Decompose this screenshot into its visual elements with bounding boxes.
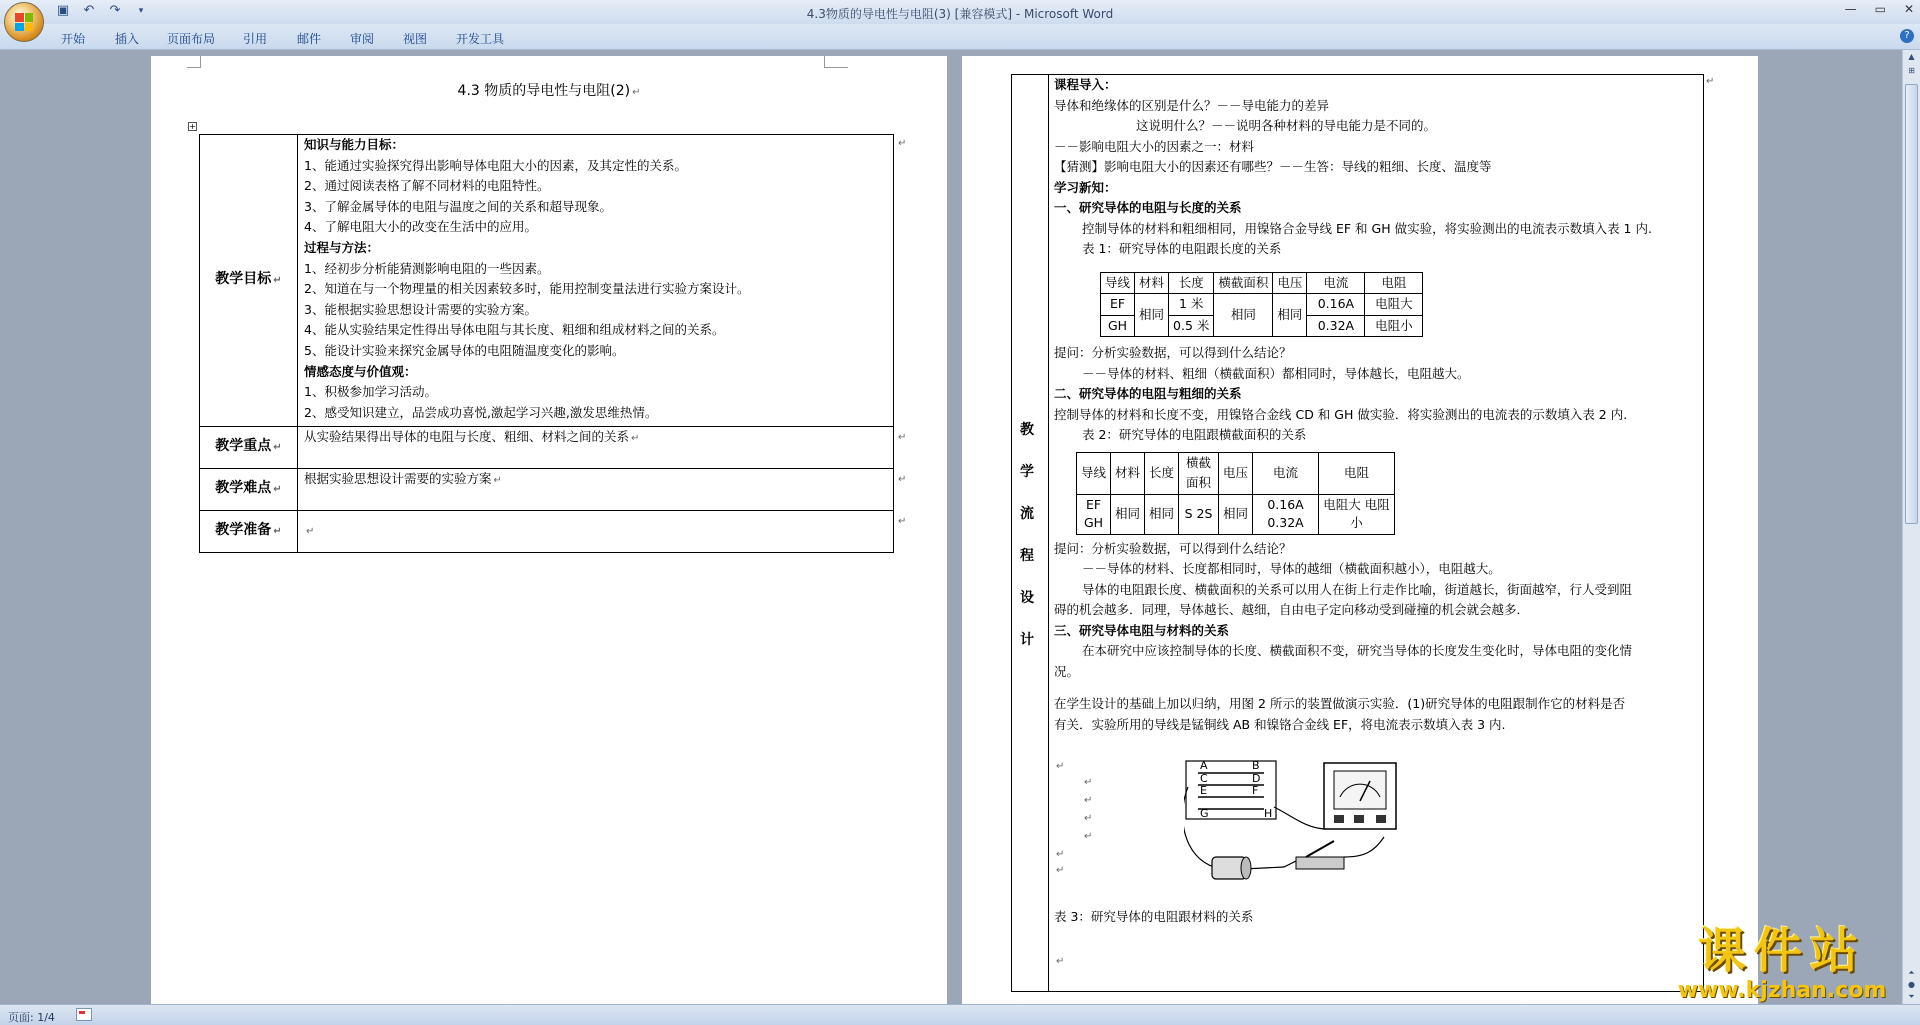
preparation-content[interactable]: ↵ bbox=[298, 511, 894, 553]
key-points-label: 教学重点 ↵ bbox=[200, 427, 298, 469]
tab-developer[interactable]: 开发工具 bbox=[456, 32, 505, 46]
section-1-heading: 一、研究导体的电阻与长度的关系 bbox=[1054, 200, 1242, 215]
previous-page-icon[interactable]: ⏶ bbox=[1908, 968, 1915, 977]
crop-mark bbox=[187, 56, 201, 68]
tab-mailings[interactable]: 邮件 bbox=[297, 32, 322, 46]
table-header-cell: 电压 bbox=[1219, 452, 1253, 494]
table-header-cell: 导线 bbox=[1101, 272, 1135, 294]
table-row bbox=[1101, 294, 1423, 316]
table-cell: 0.32A bbox=[1307, 315, 1365, 337]
body-line: 表 2：研究导体的电阻跟横截面积的关系 bbox=[1082, 427, 1307, 442]
body-line: 在学生设计的基础上加以归纳，用图 2 所示的装置做演示实验．(1)研究导体的电阻跟制作它的材料是否 bbox=[1054, 696, 1626, 711]
body-line: 提问：分析实验数据，可以得到什么结论？ bbox=[1054, 540, 1292, 556]
scroll-up-icon[interactable]: ▲ bbox=[1908, 52, 1915, 61]
table-cell: 相同 bbox=[1219, 494, 1253, 534]
tab-home[interactable]: 开始 bbox=[61, 32, 86, 46]
body-line: 控制导体的材料和长度不变，用镍铬合金线 CD 和 GH 做实验．将实验测出的电流表的示数填入表 2 内. bbox=[1054, 406, 1628, 422]
close-icon[interactable]: ✕ bbox=[1903, 2, 1914, 16]
wire-label: F bbox=[1252, 784, 1259, 797]
status-bar bbox=[0, 1004, 1920, 1025]
goals-heading-process: 过程与方法： bbox=[304, 239, 380, 255]
window-title: 4.3物质的导电性与电阻(3) [兼容模式] - Microsoft Word bbox=[806, 7, 1114, 21]
body-line: 有关．实验所用的导线是锰铜线 AB 和镍铬合金线 EF，将电流表示数填入表 3 内. bbox=[1054, 716, 1506, 732]
minimize-icon[interactable]: — bbox=[1844, 2, 1857, 16]
table-row bbox=[1101, 272, 1423, 294]
body-line: 表 3：研究导体的电阻跟材料的关系 bbox=[1054, 909, 1254, 924]
preparation-label: 教学准备 ↵ bbox=[200, 511, 298, 553]
body-line: 这说明什么？－－说明各种材料的导电能力是不同的。 bbox=[1136, 118, 1437, 133]
table-header-cell: 材料 bbox=[1111, 452, 1145, 494]
document-title: 4.3 物质的导电性与电阻(2) ↵ bbox=[457, 83, 641, 99]
goal-item: 1、经初步分析能猜测影响电阻的一些因素。 bbox=[304, 260, 550, 276]
goal-item: 2、通过阅读表格了解不同材料的电阻特性。 bbox=[304, 178, 550, 194]
flow-label-char: 计 bbox=[1020, 632, 1034, 648]
wire-label: E bbox=[1200, 784, 1207, 797]
tab-insert[interactable]: 插入 bbox=[115, 32, 140, 46]
section-3-heading: 三、研究导体电阻与材料的关系 bbox=[1054, 622, 1230, 638]
goal-item: 3、能根据实验思想设计需要的实验方案。 bbox=[304, 301, 537, 317]
goal-item: 4、了解电阻大小的改变在生活中的应用。 bbox=[304, 219, 537, 235]
table-cell: 相同 bbox=[1214, 294, 1273, 337]
table-header-cell: 导线 bbox=[1077, 452, 1111, 494]
ammeter-icon bbox=[1324, 763, 1396, 829]
table-cell: GH bbox=[1101, 315, 1135, 337]
table-header-cell: 电阻 bbox=[1365, 272, 1423, 294]
vertical-scrollbar[interactable] bbox=[1902, 50, 1920, 1004]
page-counter[interactable]: 页面: 1/4 bbox=[8, 1011, 55, 1024]
document-workspace bbox=[0, 50, 1902, 1004]
goal-item: 2、知道在与一个物理量的相关因素较多时，能用控制变量法进行实验方案设计。 bbox=[304, 281, 750, 297]
table-cell: 0.16A 0.32A bbox=[1253, 494, 1319, 534]
table-header-cell: 材料 bbox=[1135, 272, 1169, 294]
new-knowledge-heading: 学习新知： bbox=[1054, 179, 1117, 195]
proofing-icon[interactable] bbox=[76, 1008, 92, 1021]
table-cell: 电阻小 bbox=[1365, 315, 1423, 337]
table-header-cell: 电压 bbox=[1273, 272, 1307, 294]
office-button[interactable] bbox=[4, 2, 44, 42]
ribbon-tabs bbox=[0, 24, 1920, 50]
body-line: 提问：分析实验数据，可以得到什么结论？ bbox=[1054, 345, 1292, 360]
flow-label-char: 学 bbox=[1020, 464, 1034, 480]
table-cell: 相同 bbox=[1145, 494, 1179, 534]
body-line: 碍的机会越多．同理，导体越长、越细，自由电子定向移动受到碰撞的机会就会越多． bbox=[1054, 602, 1530, 617]
goal-item: 5、能设计实验来探究金属导体的电阻随温度变化的影响。 bbox=[304, 342, 625, 358]
goal-item: 3、了解金属导体的电阻与温度之间的关系和超导现象。 bbox=[304, 198, 612, 214]
table-cell: 0.5 米 bbox=[1169, 315, 1214, 337]
table-2 bbox=[1076, 452, 1395, 535]
body-line: 表 1：研究导体的电阻跟长度的关系 bbox=[1082, 241, 1282, 256]
watermark-title: 课件站 bbox=[1697, 923, 1866, 979]
table-move-handle-icon[interactable]: + bbox=[189, 122, 196, 131]
body-line: 【猜测】影响电阻大小的因素还有哪些？－－生答：导线的粗细、长度、温度等 bbox=[1054, 159, 1492, 174]
table-row bbox=[200, 427, 894, 469]
body-line: 导体和绝缘体的区别是什么？－－导电能力的差异 bbox=[1054, 97, 1330, 113]
table-cell: 电阻大 电阻小 bbox=[1319, 494, 1395, 534]
maximize-icon[interactable]: ▭ bbox=[1874, 2, 1886, 16]
tab-view[interactable]: 视图 bbox=[403, 32, 428, 46]
flow-label-char: 设 bbox=[1020, 590, 1034, 606]
row-end-mark: ↵ bbox=[898, 474, 907, 485]
table-1 bbox=[1100, 272, 1423, 338]
wire-label: B bbox=[1252, 759, 1260, 772]
site-watermark bbox=[1664, 923, 1900, 1003]
table-cell: 相同 bbox=[1111, 494, 1145, 534]
table-row bbox=[200, 469, 894, 511]
wire-label: C bbox=[1200, 772, 1208, 785]
row-end-mark: ↵ bbox=[898, 432, 907, 443]
window-controls bbox=[1845, 2, 1914, 16]
wire-label: D bbox=[1252, 772, 1261, 785]
table-row bbox=[200, 511, 894, 553]
body-line: －－影响电阻大小的因素之一：材料 bbox=[1054, 138, 1255, 154]
flow-label-char: 程 bbox=[1020, 548, 1034, 564]
row-end-mark: ↵ bbox=[898, 516, 907, 527]
table-cell: 相同 bbox=[1273, 294, 1307, 337]
wire-label: G bbox=[1200, 807, 1209, 820]
table-header-cell: 电阻 bbox=[1319, 452, 1395, 494]
body-line: 况。 bbox=[1054, 663, 1080, 679]
table-header-cell: 电流 bbox=[1253, 452, 1319, 494]
save-icon[interactable]: ▣ bbox=[56, 3, 70, 18]
table-cell: EF bbox=[1101, 294, 1135, 316]
flow-content[interactable]: 课程导入： 导体和绝缘体的区别是什么？－－导电能力的差异 这说明什么？－－说明各种材料的导电能力是不同的。 －－影响电阻大小的因素之一：材料 【猜测】影响电阻大小的因素还有哪些？－－生答：导线的粗细、长度、温度等 学习新知： 一、研究导体的电阻与长度的关系 控制导体的材料和粗细相同，用镍铬合金导线 EF 和 GH 做实验，将实验测出的电流表示数填入表 1 内. 表 1：研究导体的电阻跟长度的关系 导线 材料 长度 横截面积 电压 电流 电阻 EF 相同 1 米 相同 相同 0.16A 电阻大 GH 0.5 米 0.32A 电阻小 提问：分析实验数据，可以得到什么结论？ －－导体的材料、粗细（横截面积）都相同时，导体越长，电阻越大。 二、研究导体的电阻与粗细的关系 控制导体的材料和长度不变，用镍铬合金线 CD 和 GH 做实验．将实验测出的电流表的示数填入表 2 内. 表 2：研究导体的电阻跟横截面积的关系 导线 材料 长度 横截面积 电压 电流 电阻 EF GH 相同 相同 S 2S 相同 0.16A 0.32A 电阻大 电阻小 提问：分析实验数据，可以得到什么结论？ －－导体的材料、长度都相同时，导体的越细（横截面积越小），电阻越大。 导体的电阻跟长度、横截面积的关系可以用人在街上行走作比喻，街道越长，街面越窄，行人受到阻 碍的机会越多．同理，导体越长、越细，自由电子定向移动受到碰撞的机会就会越多． 三、研究导体电阻与材料的关系 在本研究中应该控制导体的长度、横截面积不变，研究当导体的长度发生变化时，导体电阻的变化情 况。 在学生设计的基础上加以归纳，用图 2 所示的装置做演示实验．(1)研究导体的电阻跟制作它的材料是否 有关．实验所用的导线是锰铜线 AB 和镍铬合金线 EF，将电流表示数填入表 3 内. ↵ ↵ ↵ ↵ ↵ ↵ ↵ A B C D E F G H 表 3：研究导体的电阻跟材料的关系 ↵ bbox=[1054, 75, 1699, 972]
next-page-icon[interactable]: ⏷ bbox=[1908, 992, 1915, 1001]
table-row bbox=[1077, 452, 1395, 494]
difficulty-label: 教学难点 ↵ bbox=[200, 469, 298, 511]
goal-item: 1、能通过实验探究得出影响导体电阻大小的因素，及其定性的关系。 bbox=[304, 157, 687, 173]
crop-mark bbox=[824, 56, 848, 68]
table-header-cell: 长度 bbox=[1145, 452, 1179, 494]
table-header-cell: 长度 bbox=[1169, 272, 1214, 294]
table-cell: EF GH bbox=[1077, 494, 1111, 534]
table-cell: 0.16A bbox=[1307, 294, 1365, 316]
select-browse-object-icon[interactable]: ● bbox=[1908, 980, 1915, 989]
office-logo-icon bbox=[15, 13, 33, 31]
wire-label: A bbox=[1200, 759, 1208, 772]
body-line: 控制导体的材料和粗细相同，用镍铬合金导线 EF 和 GH 做实验，将实验测出的电流表示数填入表 1 内. bbox=[1082, 220, 1652, 236]
battery-icon bbox=[1212, 857, 1251, 879]
title-bar bbox=[0, 0, 1920, 24]
flow-label-char: 流 bbox=[1020, 506, 1034, 522]
body-line: －－导体的材料、长度都相同时，导体的越细（横截面积越小），电阻越大。 bbox=[1082, 561, 1501, 576]
goals-label: 教学目标 ↵ bbox=[200, 135, 298, 427]
scroll-thumb[interactable] bbox=[1905, 84, 1918, 524]
goals-heading-emotion: 情感态度与价值观： bbox=[304, 363, 417, 379]
difficulty-content[interactable]: 根据实验思想设计需要的实验方案 ↵ bbox=[298, 469, 894, 511]
document-title-text: 4.3 物质的导电性与电阻(2) bbox=[457, 83, 631, 99]
circuit-diagram bbox=[1184, 757, 1404, 897]
flow-label-column bbox=[1012, 75, 1049, 991]
table-cell: S 2S bbox=[1179, 494, 1219, 534]
tab-references[interactable]: 引用 bbox=[243, 32, 268, 46]
watermark-url: www.kjzhan.com bbox=[1677, 978, 1887, 1003]
table-header-cell: 电流 bbox=[1307, 272, 1365, 294]
wire-label: H bbox=[1264, 807, 1273, 820]
table-row bbox=[200, 135, 894, 427]
table-cell: 1 米 bbox=[1169, 294, 1214, 316]
body-line: 在本研究中应该控制导体的长度、横截面积不变，研究当导体的长度发生变化时，导体电阻的变化情 bbox=[1082, 643, 1633, 658]
undo-icon[interactable]: ↶ bbox=[83, 3, 95, 18]
page-2[interactable] bbox=[962, 56, 1758, 1004]
figure-2-area: ↵ ↵ ↵ ↵ ↵ ↵ ↵ A B C D E F G H bbox=[1054, 757, 1699, 907]
body-line: －－导体的材料、粗细（横截面积）都相同时，导体越长，电阻越大。 bbox=[1082, 365, 1470, 381]
help-icon[interactable]: ? bbox=[1900, 29, 1914, 43]
goals-content[interactable] bbox=[298, 135, 894, 427]
goal-item: 1、积极参加学习活动。 bbox=[304, 384, 437, 400]
redo-icon[interactable]: ↷ bbox=[109, 3, 121, 18]
table-cell: 电阻大 bbox=[1365, 294, 1423, 316]
flow-label-char: 教 bbox=[1020, 422, 1034, 438]
table-row bbox=[1077, 494, 1395, 534]
row-end-mark: ↵ bbox=[898, 138, 907, 149]
flow-design-frame bbox=[1011, 74, 1704, 992]
lesson-plan-table bbox=[199, 134, 894, 553]
table-cell: 相同 bbox=[1135, 294, 1169, 337]
customize-qat-icon[interactable]: ▾ bbox=[138, 5, 144, 16]
goal-item: 4、能从实验结果定性得出导体电阻与其长度、粗细和组成材料之间的关系。 bbox=[304, 322, 725, 338]
row-end-mark: ↵ bbox=[1706, 76, 1715, 87]
section-2-heading: 二、研究导体的电阻与粗细的关系 bbox=[1054, 386, 1242, 401]
page-1[interactable] bbox=[151, 56, 947, 1004]
tab-page-layout[interactable]: 页面布局 bbox=[167, 32, 216, 46]
body-line: 导体的电阻跟长度、横截面积的关系可以用人在街上行走作比喻，街道越长，街面越窄，行人受到阻 bbox=[1082, 581, 1633, 597]
key-points-content[interactable]: 从实验结果得出导体的电阻与长度、粗细、材料之间的关系 ↵ bbox=[298, 427, 894, 469]
table-header-cell: 横截面积 bbox=[1214, 272, 1273, 294]
goals-heading-knowledge: 知识与能力目标： bbox=[304, 137, 405, 152]
goal-item: 2、感受知识建立，品尝成功喜悦,激起学习兴趣,激发思维热情。 bbox=[304, 404, 658, 420]
tab-review[interactable]: 审阅 bbox=[350, 32, 375, 46]
table-header-cell: 横截面积 bbox=[1179, 452, 1219, 494]
ruler-toggle-icon[interactable]: ⊞ bbox=[1908, 66, 1915, 75]
switch-icon bbox=[1296, 841, 1344, 869]
intro-heading: 课程导入： bbox=[1054, 77, 1117, 92]
